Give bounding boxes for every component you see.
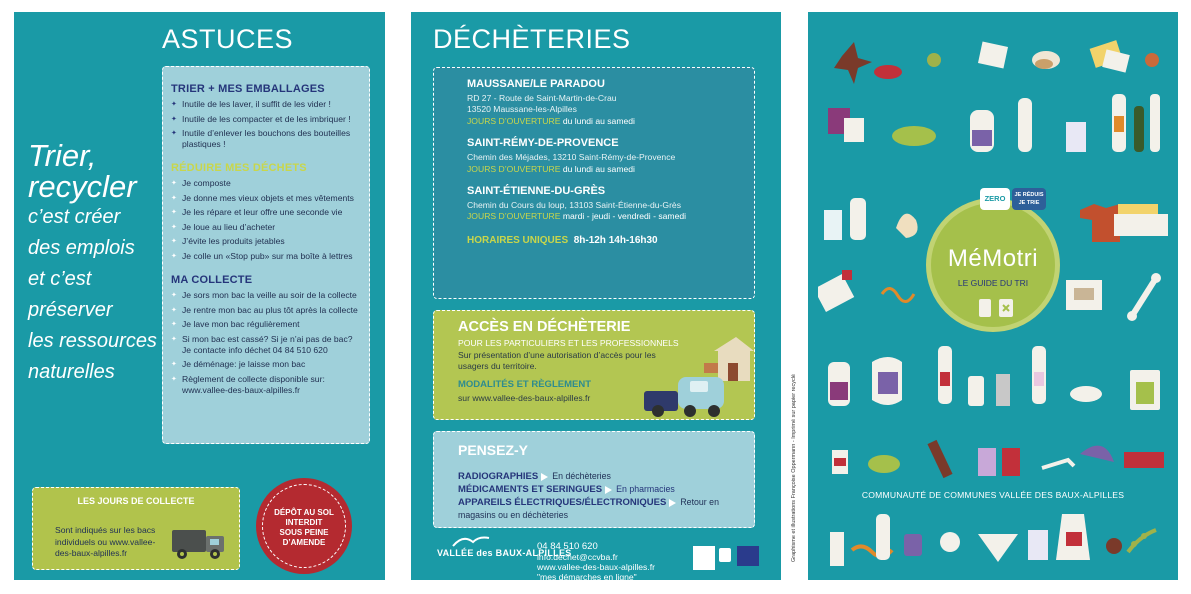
eu-flag-icon <box>737 546 759 566</box>
list-item: ✦ Je rentre mon bac au plus tôt après la collecte <box>171 305 361 316</box>
list-item: ✦ Je les répare et leur offre une seconde vie <box>171 207 361 218</box>
list-item: ✦ Si mon bac est cassé? Si je n’ai pas de bac? Je contacte info déchet 04 84 510 620 <box>171 334 361 356</box>
partner-logos <box>693 546 759 570</box>
hours-label: JOURS D’OUVERTURE <box>467 115 561 126</box>
zero-gaspi-badge <box>980 188 1010 210</box>
contact-demarches[interactable]: "mes démarches en ligne" <box>537 572 637 582</box>
tagline-line-6: préserver <box>28 299 113 321</box>
tips-heading-reduire: RÉDUIRE MES DÉCHETS <box>171 162 307 175</box>
arrow-right-icon <box>669 499 676 507</box>
no-dumping-text <box>266 508 342 548</box>
collecte-body: Sont indiqués sur les bacs individuels ou www.vallee-des-baux-alpilles.fr <box>55 525 156 558</box>
acces-box <box>433 310 755 420</box>
list-item: ✦ Inutile d’enlever les bouchons des bouteilles plastiques ! <box>171 128 361 150</box>
site-saint-remy <box>467 137 740 175</box>
arrow-right-icon <box>605 486 612 494</box>
pensez-item <box>458 470 748 483</box>
hours-value: du lundi au samedi <box>562 163 635 174</box>
site-hours <box>467 164 740 175</box>
acces-url[interactable]: sur www.vallee-des-baux-alpilles.fr <box>458 393 591 403</box>
pensez-y-box <box>433 431 755 528</box>
site-saint-etienne <box>467 185 740 223</box>
site-maussane <box>467 78 740 127</box>
pensez-item-label: RADIOGRAPHIES <box>458 471 539 482</box>
list-item: ✦ J’évite les produits jetables <box>171 236 361 247</box>
acces-modalites: MODALITÉS ET RÈGLEMENT <box>458 379 591 390</box>
partner-logo-icon <box>719 548 731 562</box>
list-item: ✦ Je colle un «Stop pub» sur ma boîte à lettres <box>171 251 361 262</box>
tips-heading-collecte: MA COLLECTE <box>171 274 253 287</box>
site-name: SAINT-ÉTIENNE-DU-GRÈS <box>467 185 606 198</box>
pensez-item <box>458 496 748 522</box>
tips-list-collecte <box>171 290 361 396</box>
list-item: ✦ Je lave mon bac régulièrement <box>171 319 361 330</box>
list-item: ✦ Règlement de collecte disponible sur: www.vallee-des-baux-alpilles.fr <box>171 374 361 396</box>
tagline-line-3: c’est créer <box>28 206 121 228</box>
credit-text: Graphisme et illustrations Françoise Oppermann - Imprimé sur papier recyclé <box>791 374 797 562</box>
republique-logo-icon <box>693 546 715 570</box>
pensez-item-value: En déchèteries <box>552 471 611 481</box>
memotri-subtitle: LE GUIDE DU TRI <box>957 278 1029 288</box>
memotri-title: MéMotri <box>947 245 1039 272</box>
decheterie-scene-icon <box>644 333 754 419</box>
hours-value: du lundi au samedi <box>562 115 635 126</box>
site-name: MAUSSANE/LE PARADOU <box>467 78 605 90</box>
pensez-item-value: Retour en magasins ou en déchèteries <box>458 497 719 520</box>
list-item: ✦ Je composte <box>171 178 361 189</box>
pensez-item-label: APPAREILS ÉLECTRIQUES/ÉLECTRONIQUES <box>458 497 667 508</box>
list-item: ✦ Je donne mes vieux objets et mes vêtements <box>171 193 361 204</box>
panel-astuces <box>14 12 385 580</box>
tagline-line-2: recycler <box>28 169 137 204</box>
recycle-bins-icon <box>977 297 1017 319</box>
acces-title: ACCÈS EN DÉCHÈTERIE <box>458 319 631 335</box>
contact-block <box>537 542 655 582</box>
tips-list-emballages <box>171 99 361 150</box>
waste-illustrations-bottom-icon <box>822 506 1162 576</box>
panel-memotri-cover <box>808 12 1178 580</box>
panel2-footer <box>433 530 763 580</box>
contact-email[interactable]: info.dechet@ccvba.fr <box>537 552 618 562</box>
panel-title-decheteries: DÉCHÈTERIES <box>433 24 631 54</box>
garbage-truck-icon <box>170 524 230 562</box>
no-dumping-line-3: SOUS PEINE D’AMENDE <box>279 528 329 547</box>
logo-mark-icon <box>451 534 491 548</box>
site-address: 13520 Maussane-les-Alpilles <box>467 104 577 115</box>
pensez-title: PENSEZ-Y <box>458 442 529 458</box>
acces-subtitle: POUR LES PARTICULIERS ET LES PROFESSIONNELS <box>458 338 679 348</box>
tagline-line-7: les ressources <box>28 330 157 352</box>
hours-label: JOURS D’OUVERTURE <box>467 211 561 222</box>
site-hours <box>467 211 740 222</box>
tips-heading-emballages: TRIER + MES EMBALLAGES <box>171 83 325 95</box>
hours-value: mardi - jeudi - vendredi - samedi <box>562 211 687 222</box>
site-hours <box>467 116 740 127</box>
pensez-item <box>458 483 748 496</box>
arrow-right-icon <box>541 473 548 481</box>
hours-label: JOURS D’OUVERTURE <box>467 163 561 174</box>
site-address: Chemin du Cours du loup, 13103 Saint-Étienne-du-Grès <box>467 200 682 211</box>
waste-illustrations-top-icon <box>822 38 1162 188</box>
horaires-uniques <box>467 235 740 246</box>
no-dumping-line-1: DÉPÔT AU SOL <box>274 508 334 517</box>
contact-phone[interactable]: 04 84 510 620 <box>537 541 598 552</box>
tagline <box>28 140 178 388</box>
tagline-line-1: Trier, <box>28 138 97 173</box>
je-reduis-badge: JE RÉDUIS JE TRIE <box>1012 188 1046 210</box>
site-address: RD 27 - Route de Saint-Martin-de-Crau <box>467 93 617 103</box>
contact-website[interactable]: www.vallee-des-baux-alpilles.fr <box>537 562 655 572</box>
decheteries-box <box>433 67 755 299</box>
community-name: COMMUNAUTÉ DE COMMUNES VALLÉE DES BAUX-ALPILLES <box>861 490 1125 500</box>
no-dumping-badge <box>256 478 352 574</box>
tagline-line-8: naturelles <box>28 361 115 383</box>
acces-body: Sur présentation d’une autorisation d’accès pour les usagers du territoire. <box>458 350 656 372</box>
site-address: Chemin des Méjades, 13210 Saint-Rémy-de-Provence <box>467 152 676 163</box>
list-item: ✦ Inutile de les laver, il suffit de les vider ! <box>171 99 361 110</box>
pensez-item-value: En pharmacies <box>616 484 675 494</box>
tips-box <box>162 66 370 444</box>
tagline-line-5: et c’est <box>28 268 92 290</box>
collecte-days-box <box>32 487 240 570</box>
horaires-value: 8h-12h 14h-16h30 <box>573 234 658 246</box>
pensez-item-label: MÉDICAMENTS ET SERINGUES <box>458 484 603 495</box>
list-item: ✦ Je déménage: je laisse mon bac <box>171 359 361 370</box>
list-item: ✦ Inutile de les compacter et de les imbriquer ! <box>171 114 361 125</box>
logo-text: VALLÉE des BAUX-ALPILLES <box>437 548 572 558</box>
memotri-badge <box>926 198 1060 332</box>
zero-gaspi-label: ZERO <box>984 194 1006 203</box>
tagline-line-4: des emplois <box>28 237 135 259</box>
panel-title-astuces: ASTUCES <box>162 24 294 54</box>
waste-illustrations-lower-icon <box>818 342 1170 482</box>
list-item: ✦ Je sors mon bac la veille au soir de la collecte <box>171 290 361 301</box>
collecte-title: LES JOURS DE COLLECTE <box>77 496 195 506</box>
site-name: SAINT-RÉMY-DE-PROVENCE <box>467 137 619 150</box>
list-item: ✦ Je loue au lieu d’acheter <box>171 222 361 233</box>
tips-list-reduire <box>171 178 361 262</box>
panel-decheteries <box>411 12 781 580</box>
horaires-label: HORAIRES UNIQUES <box>467 234 569 246</box>
no-dumping-line-2: INTERDIT <box>285 518 323 527</box>
pensez-list <box>458 470 748 522</box>
